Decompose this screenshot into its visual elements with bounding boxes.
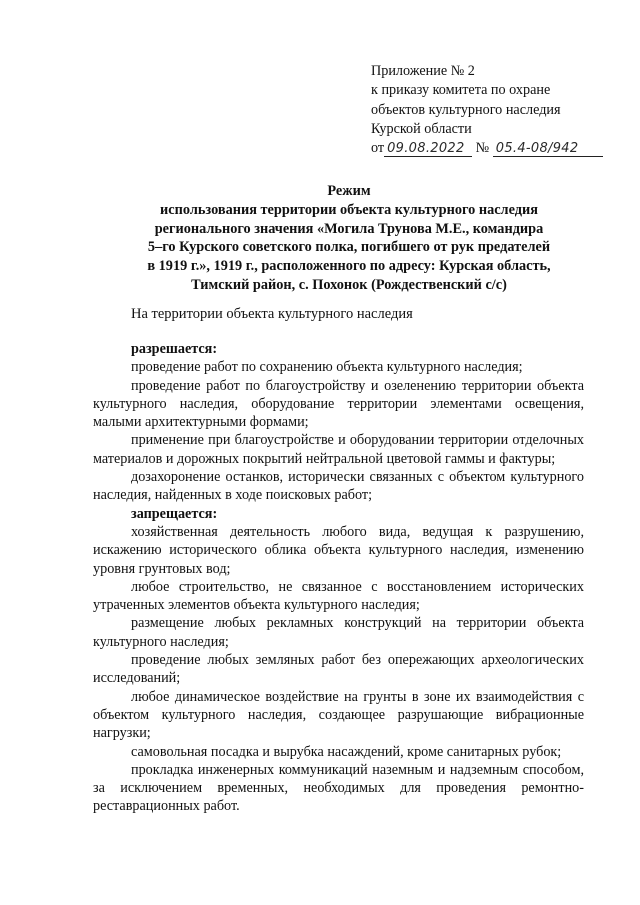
- allowed-item: применение при благоустройстве и оборудовании территории отделочных материалов и дорожных покрытий нейтральной цветовой гаммы и фактуры;: [93, 432, 584, 467]
- order-date-number-line: [371, 139, 621, 158]
- appendix-number: Приложение № 2: [371, 63, 475, 79]
- forbidden-item: любое динамическое воздействие на грунты в зоне их взаимодействия с объектом культурного наследия, создающее разрушающие вибрационные нагрузки;: [93, 688, 584, 742]
- forbidden-item: хозяйственная деятельность любого вида, ведущая к разрушению, искажению исторического облика объекта культурного наследия, изменению уровня грунтовых вод;: [93, 523, 584, 577]
- forbidden-item: любое строительство, не связанное с восстановлением исторических утраченных элементов объекта культурного наследия;: [93, 578, 584, 614]
- forbidden-item: проведение любых земляных работ без опережающих археологических исследований;: [93, 652, 584, 687]
- title-line: Тимский район, с. Похонок (Рождественский с/с): [191, 276, 507, 293]
- intro-sentence: На территории объекта культурного наследия: [131, 306, 413, 322]
- title-line: 5–го Курского советского полка, погибшего от рук предателей: [147, 239, 551, 256]
- title-line: в 1919 г.», 1919 г., расположенного по адресу: Курская область,: [147, 258, 551, 275]
- forbidden-item: самовольная посадка и вырубка насаждений, кроме санитарных рубок;: [131, 743, 562, 760]
- appendix-header: [371, 62, 621, 158]
- allowed-item: дозахоронение останков, исторически связанных с объектом культурного наследия, найденных в ходе поисковых работ;: [93, 469, 584, 504]
- forbidden-item: прокладка инженерных коммуникаций наземным и надземным способом, за исключением временных, необходимых для проведения ремонтно-реставрационных работ.: [93, 761, 584, 815]
- title-line: Режим: [327, 183, 371, 199]
- forbidden-item: размещение любых рекламных конструкций на территории объекта культурного наследия;: [93, 615, 584, 650]
- handwritten-order-number: 05.4-08/942: [493, 141, 603, 157]
- document-title: [84, 182, 614, 295]
- allowed-item: проведение работ по благоустройству и озеленению территории объекта культурного наследия, оборудование территории элементами освещения, малыми архитектурными формами;: [93, 377, 584, 431]
- appendix-committee: объектов культурного наследия: [371, 101, 561, 118]
- number-sign: №: [475, 140, 490, 157]
- forbidden-heading: запрещается:: [131, 505, 218, 522]
- title-line: использования территории объекта культурного наследия: [160, 201, 538, 218]
- handwritten-date: 09.08.2022: [384, 141, 472, 157]
- title-line: регионального значения «Могила Трунова М.Е., командира: [154, 220, 544, 237]
- allowed-item: проведение работ по сохранению объекта культурного наследия;: [131, 359, 523, 376]
- regime-body: [93, 340, 584, 816]
- allowed-heading: разрешается:: [131, 341, 218, 357]
- from-prefix: от: [371, 140, 385, 157]
- appendix-region: Курской области: [371, 120, 472, 137]
- appendix-order-ref: к приказу комитета по охране: [371, 82, 551, 99]
